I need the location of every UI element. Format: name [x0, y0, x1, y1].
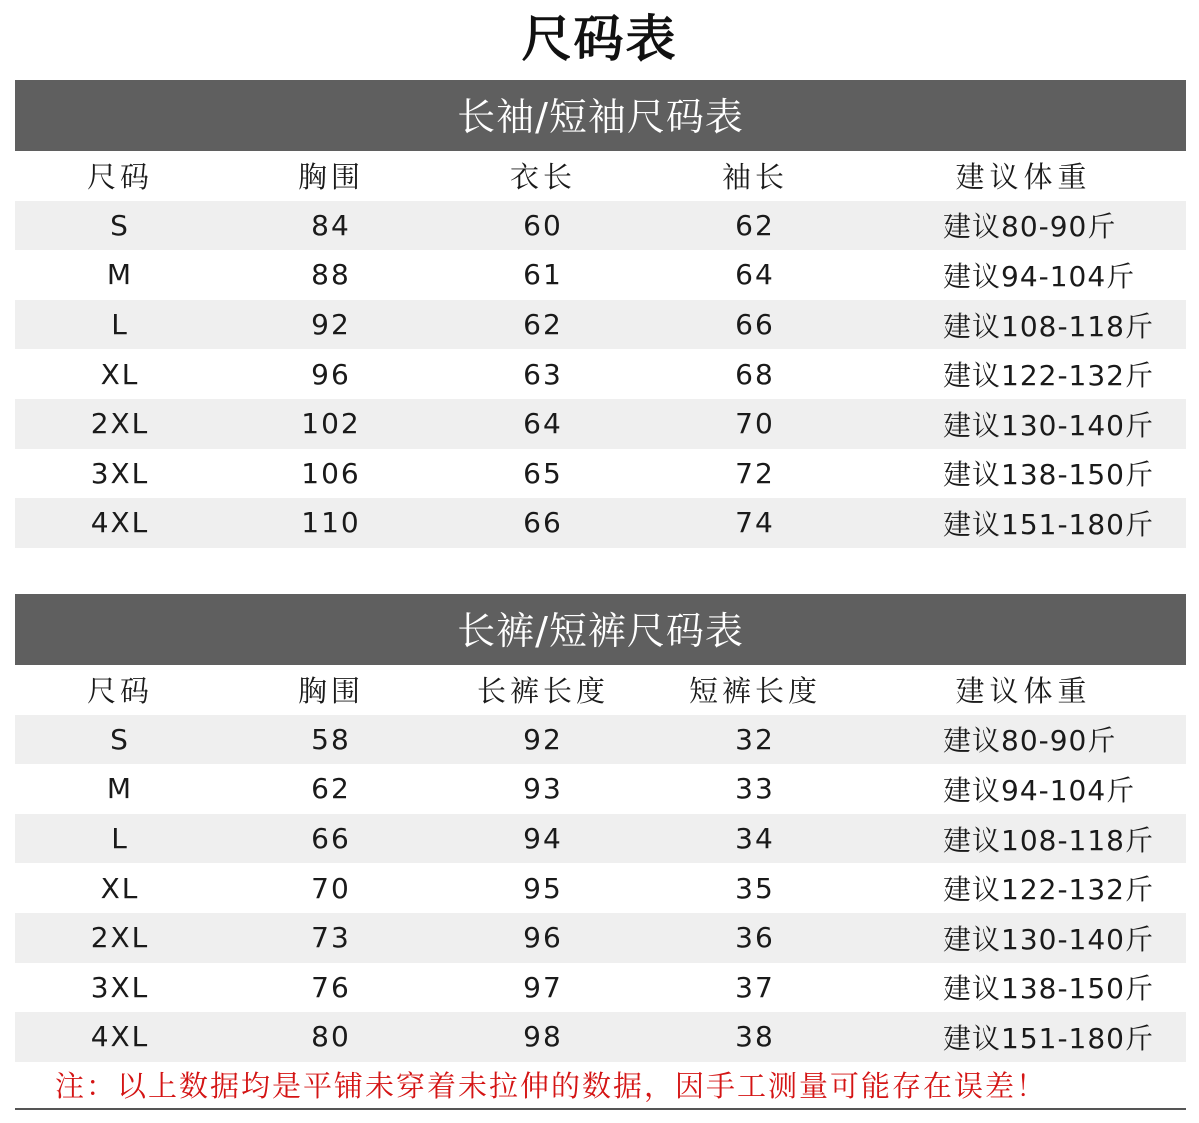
size-cell: 3XL: [90, 456, 150, 490]
size-cell: 4XL: [15, 1012, 225, 1062]
shorts-cell: 33: [735, 772, 775, 806]
size-cell: S: [15, 201, 225, 251]
tops-section-title: 长袖/短袖尺码表: [15, 80, 1186, 151]
weight-cell: 建议80-90斤: [861, 715, 1186, 765]
long-pants-cell: 98: [437, 1012, 649, 1062]
table-row: [15, 1012, 1186, 1062]
length-cell: 65: [523, 456, 563, 490]
column-header-size: 尺码: [86, 160, 153, 195]
column-header-weight: 建议体重: [955, 160, 1092, 195]
long-pants-cell: 96: [437, 913, 649, 963]
weight-cell: 建议108-118斤: [861, 300, 1186, 350]
weight-cell: 建议138-150斤: [943, 458, 1154, 492]
size-cell: M: [106, 772, 134, 806]
shorts-cell: 36: [649, 913, 861, 963]
table-row: [15, 764, 1186, 814]
length-cell: 66: [437, 498, 649, 548]
column-header-long-pants-length: 长裤长度: [476, 674, 609, 709]
size-cell: XL: [100, 357, 140, 391]
column-header-sleeve: 袖长: [721, 160, 788, 195]
size-cell: 3XL: [90, 970, 150, 1004]
shorts-cell: 34: [649, 814, 861, 864]
table-row: [15, 250, 1186, 300]
length-cell: 62: [437, 300, 649, 350]
sleeve-cell: 62: [649, 201, 861, 251]
weight-cell: 建议151-180斤: [861, 1012, 1186, 1062]
size-cell: 2XL: [15, 399, 225, 449]
table-row: [15, 349, 1186, 399]
column-header-length: 衣长: [509, 160, 576, 195]
chest-cell: 110: [225, 498, 437, 548]
pants-section-title: 长裤/短裤尺码表: [15, 594, 1186, 665]
table-header-row: [15, 665, 1186, 715]
table-row: [15, 399, 1186, 449]
table-row: [15, 300, 1186, 350]
weight-cell: 建议130-140斤: [861, 399, 1186, 449]
page-title: 尺码表: [521, 10, 678, 68]
chest-cell: 73: [225, 913, 437, 963]
column-header-chest: 胸围: [297, 160, 364, 195]
table-row: [15, 913, 1186, 963]
chest-cell: 84: [225, 201, 437, 251]
table-row: [15, 814, 1186, 864]
shorts-cell: 37: [735, 970, 775, 1004]
tops-size-section: [15, 80, 1186, 548]
table-row: [15, 498, 1186, 548]
table-row: [15, 449, 1186, 499]
length-cell: 63: [523, 357, 563, 391]
length-cell: 61: [523, 258, 563, 292]
sleeve-cell: 66: [649, 300, 861, 350]
shorts-cell: 38: [649, 1012, 861, 1062]
column-header-size: 尺码: [86, 674, 153, 709]
table-row: [15, 201, 1186, 251]
chest-cell: 88: [311, 258, 351, 292]
long-pants-cell: 93: [523, 772, 563, 806]
weight-cell: 建议122-132斤: [943, 359, 1154, 393]
size-cell: M: [106, 258, 134, 292]
pants-size-section: [15, 594, 1186, 1062]
size-cell: 4XL: [15, 498, 225, 548]
table-row: [15, 715, 1186, 765]
table-row: [15, 863, 1186, 913]
weight-cell: 建议138-150斤: [943, 972, 1154, 1006]
weight-cell: 建议151-180斤: [861, 498, 1186, 548]
chest-cell: 102: [225, 399, 437, 449]
chest-cell: 80: [225, 1012, 437, 1062]
chest-cell: 106: [301, 456, 361, 490]
chest-cell: 70: [311, 871, 351, 905]
tops-size-table: [15, 151, 1186, 548]
weight-cell: 建议130-140斤: [861, 913, 1186, 963]
chest-cell: 92: [225, 300, 437, 350]
column-header-chest: 胸围: [297, 674, 364, 709]
column-header-shorts-length: 短裤长度: [688, 674, 821, 709]
weight-cell: 建议108-118斤: [861, 814, 1186, 864]
shorts-cell: 32: [649, 715, 861, 765]
sleeve-cell: 64: [735, 258, 775, 292]
bottom-divider: [15, 1108, 1186, 1110]
column-header-weight: 建议体重: [955, 674, 1092, 709]
size-cell: 2XL: [15, 913, 225, 963]
shorts-cell: 35: [735, 871, 775, 905]
long-pants-cell: 95: [523, 871, 563, 905]
size-cell: S: [15, 715, 225, 765]
weight-cell: 建议94-104斤: [943, 259, 1136, 293]
long-pants-cell: 94: [437, 814, 649, 864]
table-header-row: [15, 151, 1186, 201]
size-cell: L: [15, 300, 225, 350]
sleeve-cell: 70: [649, 399, 861, 449]
weight-cell: 建议122-132斤: [943, 873, 1154, 907]
chest-cell: 62: [311, 772, 351, 806]
size-cell: XL: [100, 871, 140, 905]
long-pants-cell: 92: [437, 715, 649, 765]
length-cell: 64: [437, 399, 649, 449]
table-row: [15, 963, 1186, 1013]
length-cell: 60: [437, 201, 649, 251]
sleeve-cell: 68: [735, 357, 775, 391]
weight-cell: 建议80-90斤: [861, 201, 1186, 251]
chest-cell: 96: [311, 357, 351, 391]
weight-cell: 建议94-104斤: [943, 773, 1136, 807]
sleeve-cell: 72: [735, 456, 775, 490]
measurement-note: 注：以上数据均是平铺未穿着未拉伸的数据，因手工测量可能存在误差！: [55, 1069, 1048, 1103]
chest-cell: 76: [311, 970, 351, 1004]
long-pants-cell: 97: [523, 970, 563, 1004]
pants-size-table: [15, 665, 1186, 1062]
chest-cell: 58: [225, 715, 437, 765]
size-cell: L: [15, 814, 225, 864]
chest-cell: 66: [225, 814, 437, 864]
sleeve-cell: 74: [649, 498, 861, 548]
